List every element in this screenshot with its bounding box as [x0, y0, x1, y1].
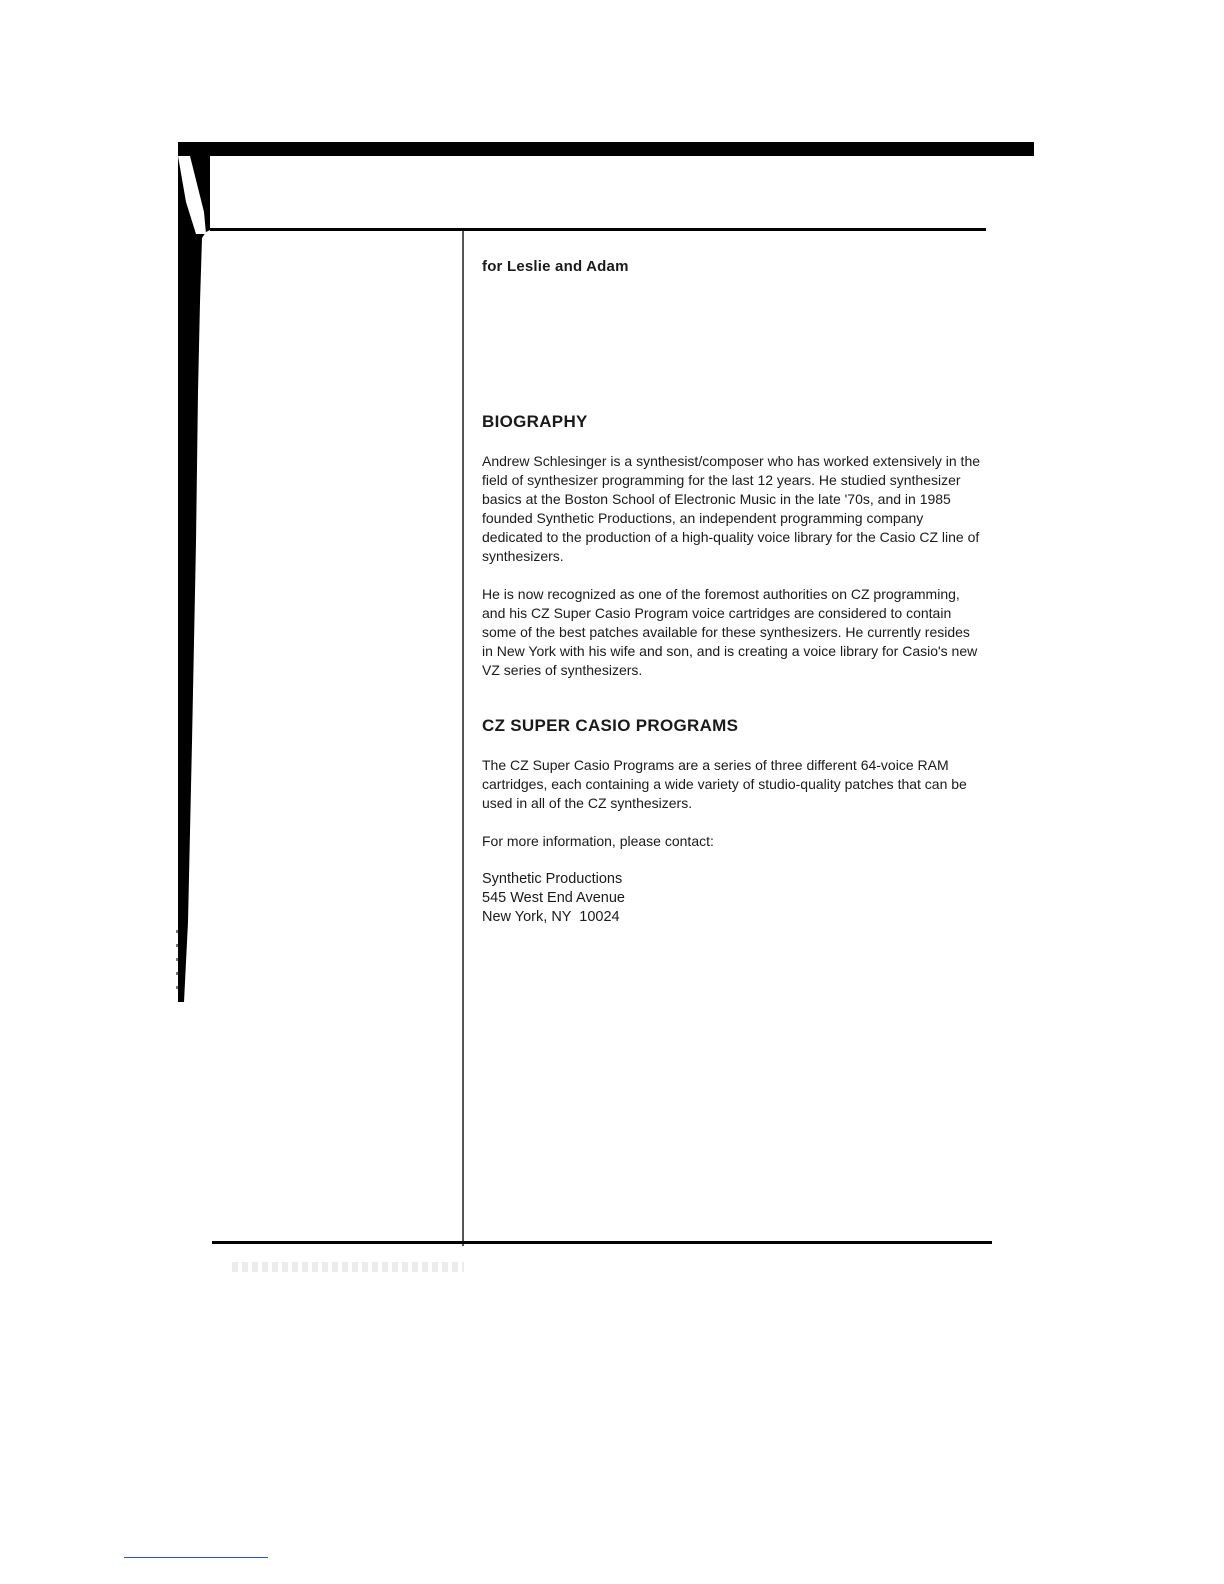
contact-company: Synthetic Productions [482, 871, 623, 887]
contact-address [482, 870, 982, 927]
biography-paragraph-1: Andrew Schlesinger is a synthesist/composer who has worked extensively in the field of synthesizer programming for the last 12 years. He studied synthesizer basics at the Boston School of Electronic Music in the late '70s, and in 1985 founded Synthetic Productions, an independent programming company dedicated to the production of a high-quality voice library for the Casio CZ line of synthesizers. [482, 453, 981, 564]
biography-paragraph-2: He is now recognized as one of the foremost authorities on CZ programming, and his CZ Super Casio Program voice cartridges are considered to contain some of the best patches available for these synthesizers. He currently resides in New York with his wife and son, and is creating a voice library for Casio's new VZ series of synthesizers. [482, 586, 978, 678]
main-text-column [482, 258, 982, 927]
contact-street: 545 West End Avenue [482, 890, 625, 906]
left-binding-edge [178, 142, 210, 1002]
footnote-rule [124, 1557, 268, 1558]
column-divider [462, 231, 464, 1246]
header-rule [210, 228, 986, 231]
programs-paragraph: The CZ Super Casio Programs are a series of three different 64-voice RAM cartridges, each containing a wide variety of studio-quality patches that can be used in all of the CZ synthesizers. [482, 757, 967, 811]
biography-heading: BIOGRAPHY [482, 412, 588, 431]
contact-intro: For more information, please contact: [482, 833, 714, 849]
scan-artifact [232, 1262, 464, 1272]
footer-rule [212, 1241, 992, 1244]
dedication: for Leslie and Adam [482, 258, 629, 275]
programs-heading: CZ SUPER CASIO PROGRAMS [482, 716, 739, 735]
contact-city: New York, NY 10024 [482, 909, 620, 925]
header-black-bar [178, 142, 1034, 156]
margin-marks [176, 930, 178, 992]
